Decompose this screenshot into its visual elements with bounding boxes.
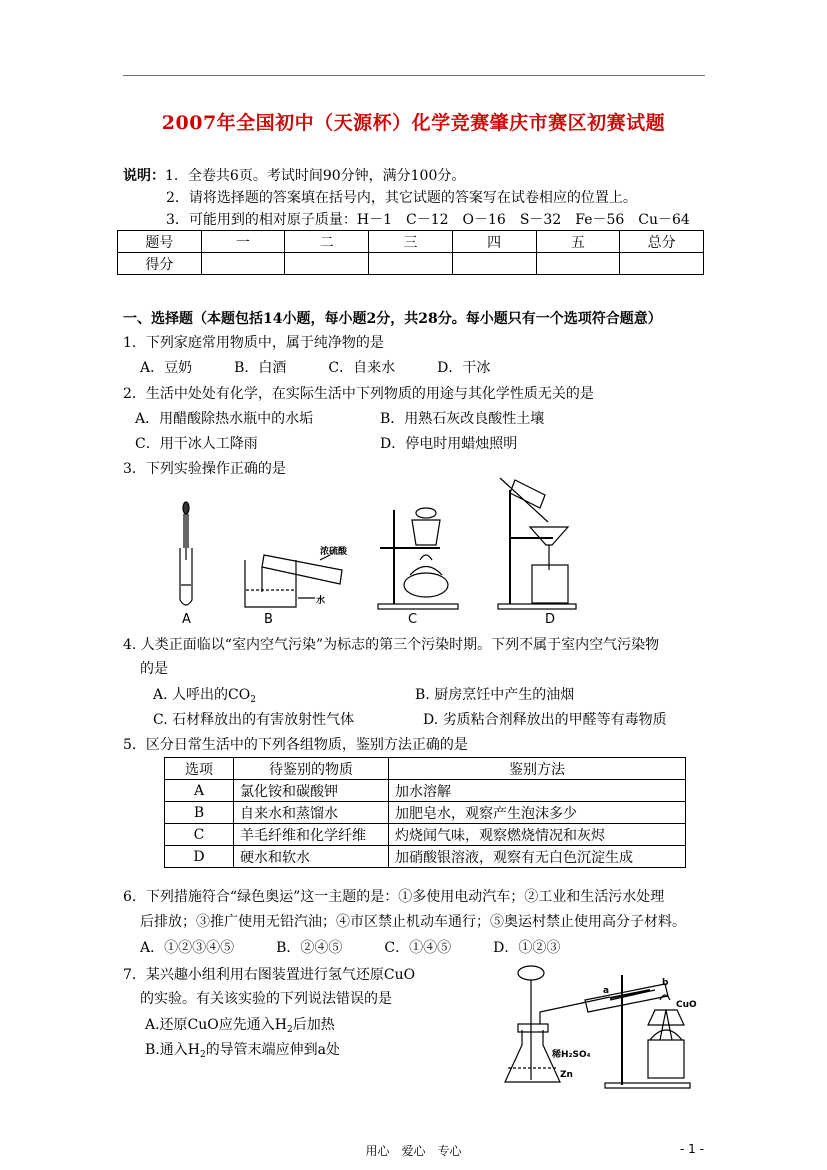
q5-header-method: 鉴别方法 [389,758,686,780]
score-cell: 总分 [620,231,704,253]
q5-cell: 自来水和蒸馏水 [234,802,389,824]
instruction-2: 2．请将选择题的答案填在括号内，其它试题的答案写在试卷相应的位置上。 [166,190,637,206]
q5-cell: D [165,846,234,868]
page-footer: 用心 爱心 专心 [365,1144,462,1158]
q5-cell: 硬水和软水 [234,846,389,868]
q6-line-1: 6．下列措施符合“绿色奥运”这一主题的是：①多使用电动汽车；②工业和生活污水处理 [123,889,665,905]
q3-label-d: D [545,612,556,627]
q1-stem: 1．下列家庭常用物质中，属于纯净物的是 [123,335,384,351]
q4-stem-line-2: 的是 [140,661,168,677]
q5-cell: 羊毛纤维和化学纤维 [234,824,389,846]
q2-stem: 2．生活中处处有化学，在实际生活中下列物质的用途与其化学性质无关的是 [123,386,594,402]
q1-options: A．豆奶 B．白酒 C．自来水 D．干冰 [140,360,491,376]
q7-label-a: a [603,986,610,996]
exam-title: 2007年全国初中（天源杯）化学竞赛肇庆市赛区初赛试题 [161,112,666,134]
q4-stem-line-1: 4. 人类正面临以“室内空气污染”为标志的第三个污染时期。下列不属于室内空气污染物 [123,637,660,653]
q5-cell: 加硝酸银溶液，观察有无白色沉淀生成 [389,846,686,868]
q3-label-b: B [264,612,273,627]
q5-cell: 氯化铵和碳酸钾 [234,780,389,802]
q4-option-a-sub: 2 [250,695,256,705]
instruction-1: 1．全卷共6页。考试时间90分钟，满分100分。 [165,168,466,184]
q4-option-b: B. 厨房烹饪中产生的油烟 [415,687,575,703]
score-cell: 题号 [118,231,202,253]
q5-cell: 加水溶解 [389,780,686,802]
q7-option-a-pre: A.还原CuO应先通入H [145,1017,287,1033]
q3-label-a: A [182,612,191,627]
q7-option-b-post: 的导管末端应伸到a处 [205,1042,341,1058]
score-row-label: 得分 [118,253,202,275]
q7-line-1: 7．某兴趣小组利用右图装置进行氢气还原CuO [123,967,416,983]
q7-label-zn: Zn [560,1070,573,1080]
q4-option-c: C. 石材释放出的有害放射性气体 [153,712,355,728]
q5-cell: C [165,824,234,846]
q2-option-a: A．用醋酸除热水瓶中的水垢 [135,411,314,427]
q5-cell: B [165,802,234,824]
score-cell: 四 [452,231,536,253]
section-1-heading: 一、选择题（本题包括14小题，每小题2分，共28分。每小题只有一个选项符合题意） [123,311,662,327]
q5-cell: 加肥皂水，观察产生泡沫多少 [389,802,686,824]
page-number: - 1 - [680,1142,704,1156]
q5-header-option: 选项 [165,758,234,780]
q2-option-c: C．用干冰人工降雨 [135,436,258,452]
q6-options: A．①②③④⑤ B．②④⑤ C．①④⑤ D．①②③ [140,940,561,956]
q4-option-a-text: A. 人呼出的CO [153,687,251,703]
instruction-3: 3．可能用到的相对原子质量：H－1 C－12 O－16 S－32 Fe－56 Cu－64 [166,212,690,228]
q5-stem: 5．区分日常生活中的下列各组物质，鉴别方法正确的是 [123,737,468,753]
q7-option-a-sub: 2 [286,1025,293,1035]
q5-cell: A [165,780,234,802]
q3-label-conc-acid: 浓硫酸 [320,547,348,557]
q2-option-d: D．停电时用蜡烛照明 [380,436,518,452]
q3-label-c: C [408,612,418,627]
score-cell: 五 [536,231,620,253]
q3-stem: 3．下列实验操作正确的是 [123,461,286,477]
q6-line-2: 后排放；③推广使用无铅汽油；④市区禁止机动车通行；⑤奥运村禁止使用高分子材料。 [140,914,686,930]
q7-label-cuo: CuO [676,1000,697,1010]
q7-option-a-post: 后加热 [292,1017,335,1033]
score-cell: 一 [201,231,285,253]
q5-cell: 灼烧闻气味，观察燃烧情况和灰烬 [389,824,686,846]
q7-option-b-pre: B.通入H [145,1042,200,1058]
q2-option-b: B．用熟石灰改良酸性土壤 [380,411,545,427]
instructions-label: 说明： [123,168,165,184]
q5-header-substances: 待鉴别的物质 [234,758,389,780]
q3-label-water: 水 [316,596,326,606]
q7-line-2: 的实验。有关该实验的下列说法错误的是 [140,991,392,1007]
q7-label-acid: 稀H₂SO₄ [552,1050,591,1060]
score-cell: 三 [369,231,453,253]
q7-label-b: b [662,978,669,988]
q4-option-d: D. 劣质粘合剂释放出的甲醛等有毒物质 [423,712,667,728]
q7-option-b-sub: 2 [199,1050,206,1060]
score-cell: 二 [285,231,369,253]
